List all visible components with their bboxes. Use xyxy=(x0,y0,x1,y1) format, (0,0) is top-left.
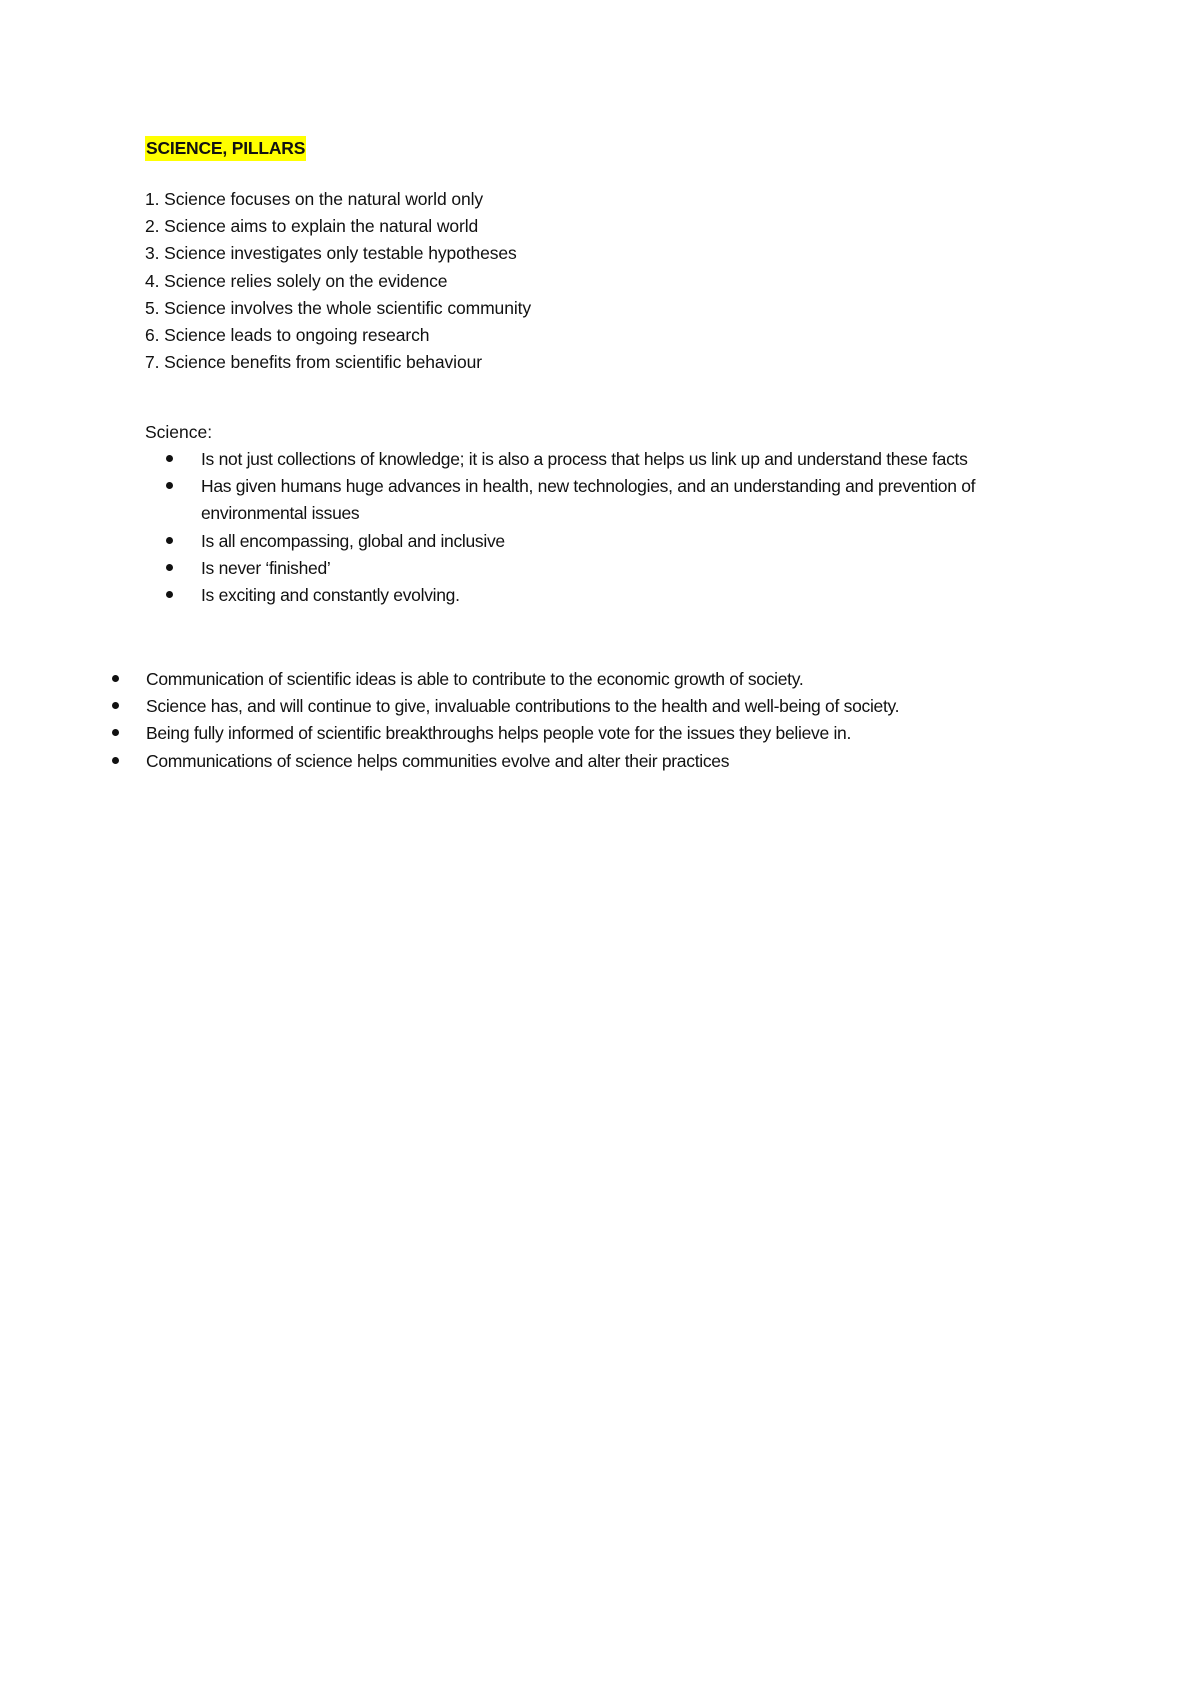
document-title: SCIENCE, PILLARS xyxy=(145,136,306,161)
bullet-icon xyxy=(166,482,173,489)
bullet-icon xyxy=(166,564,173,571)
bullet-icon xyxy=(112,757,119,764)
pillar-item: 4. Science relies solely on the evidence xyxy=(145,270,448,291)
pillar-item: 1. Science focuses on the natural world only xyxy=(145,189,484,209)
science-point: Is not just collections of knowledge; it is also a process that helps us link up and understand these facts xyxy=(145,446,1045,473)
bullet-icon xyxy=(166,591,173,598)
communication-point: Being fully informed of scientific breakthroughs helps people vote for the issues they believe in. xyxy=(92,720,1052,747)
bullet-icon xyxy=(112,675,119,682)
pillar-item: 3. Science investigates only testable hypotheses xyxy=(145,243,517,264)
pillar-item: 5. Science involves the whole scientific community xyxy=(145,297,532,318)
bullet-icon xyxy=(166,537,173,544)
communication-point: Communication of scientific ideas is able to contribute to the economic growth of society. xyxy=(92,666,1052,693)
science-point: Is never ‘finished’ xyxy=(145,555,1045,582)
communication-point: Communications of science helps communities evolve and alter their practices xyxy=(92,748,1052,775)
science-label: Science: xyxy=(145,422,213,442)
science-point: Is all encompassing, global and inclusive xyxy=(145,528,1045,555)
pillars-list xyxy=(145,186,531,376)
pillar-item: 2. Science aims to explain the natural world xyxy=(145,216,479,237)
bullet-icon xyxy=(112,702,119,709)
pillar-item: 6. Science leads to ongoing research xyxy=(145,324,430,345)
science-points-list xyxy=(145,446,1045,609)
science-point: Is exciting and constantly evolving. xyxy=(145,582,1045,609)
communication-points-list xyxy=(92,666,1052,775)
science-point: Has given humans huge advances in health, new technologies, and an understanding and prevention of environmental issues xyxy=(145,473,1045,527)
pillar-item: 7. Science benefits from scientific behaviour xyxy=(145,352,482,373)
communication-point: Science has, and will continue to give, invaluable contributions to the health and well-being of society. xyxy=(92,693,1052,720)
bullet-icon xyxy=(166,455,173,462)
bullet-icon xyxy=(112,729,119,736)
